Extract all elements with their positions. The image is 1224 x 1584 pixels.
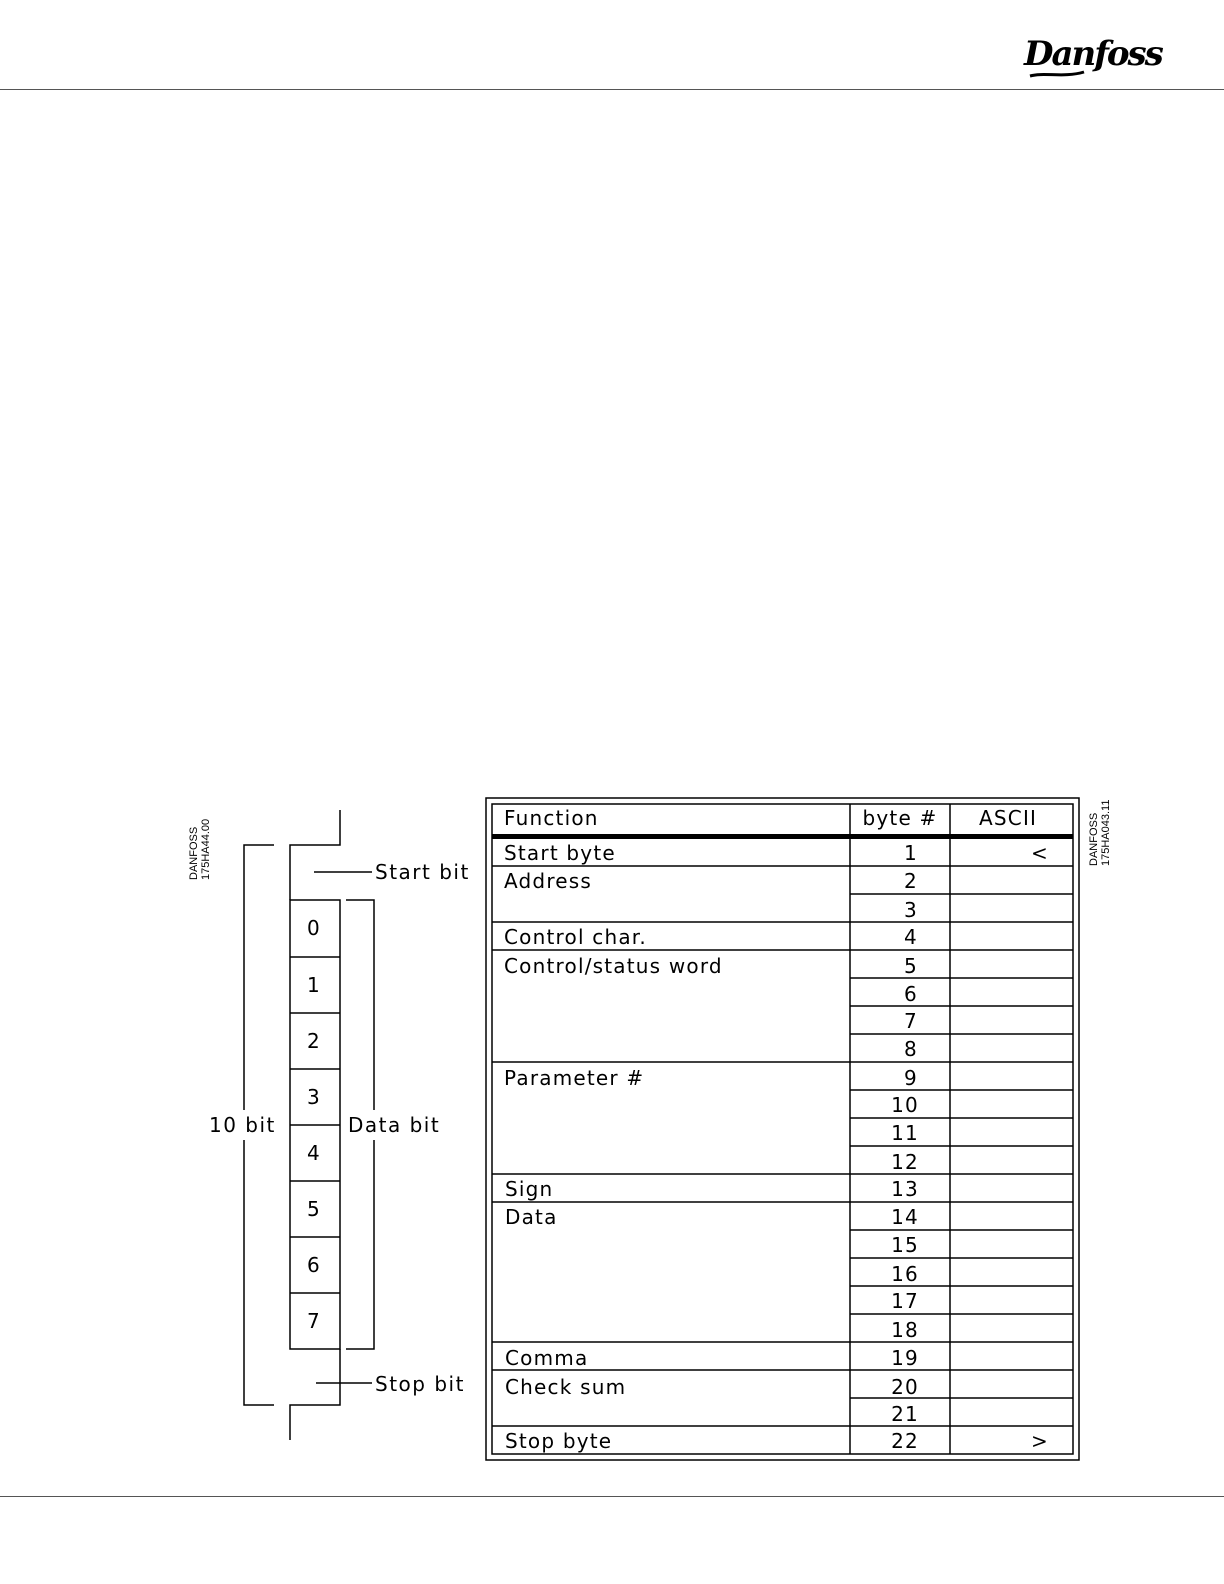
function-name: Sign xyxy=(505,1177,554,1201)
byte-number: 22 xyxy=(891,1429,919,1453)
header-ascii: ASCII xyxy=(979,806,1038,830)
byte-number: 10 xyxy=(891,1093,919,1117)
byte-number: 7 xyxy=(904,1009,918,1033)
bit-cell: 6 xyxy=(307,1253,320,1277)
logo-text: Danfoss xyxy=(1024,34,1162,74)
function-name: Stop byte xyxy=(505,1429,613,1453)
byte-number: 11 xyxy=(891,1121,919,1145)
function-name: Address xyxy=(504,869,593,893)
byte-number: 12 xyxy=(891,1150,919,1174)
data-bit-label: Data bit xyxy=(348,1113,441,1137)
byte-number: 19 xyxy=(891,1346,919,1370)
byte-number: 9 xyxy=(904,1066,918,1090)
bit-cell: 7 xyxy=(307,1309,320,1333)
function-name: Control/status word xyxy=(504,954,723,978)
bit-cell: 3 xyxy=(307,1085,320,1109)
function-name: Comma xyxy=(505,1346,589,1370)
byte-number: 4 xyxy=(904,925,918,949)
bit-cell: 1 xyxy=(307,973,320,997)
header-heavy-rule xyxy=(492,834,1073,839)
header-function: Function xyxy=(504,806,599,830)
byte-number: 15 xyxy=(891,1233,919,1257)
stop-bit-label: Stop bit xyxy=(375,1372,465,1396)
byte-number: 21 xyxy=(891,1402,919,1426)
left-drawing-code: DANFOSS 175HA44.00 xyxy=(188,818,212,880)
function-name: Parameter # xyxy=(504,1066,645,1090)
byte-number: 8 xyxy=(904,1037,918,1061)
function-name: Check sum xyxy=(505,1375,627,1399)
byte-number: 3 xyxy=(904,898,918,922)
byte-number: 16 xyxy=(891,1262,919,1286)
start-bit-label: Start bit xyxy=(375,860,470,884)
ascii-start-char: < xyxy=(1031,841,1049,865)
byte-number: 17 xyxy=(891,1289,919,1313)
byte-number: 13 xyxy=(891,1177,919,1201)
byte-number: 14 xyxy=(891,1205,919,1229)
bit-cell: 0 xyxy=(307,916,320,940)
byte-number: 5 xyxy=(904,954,918,978)
byte-number: 6 xyxy=(904,982,918,1006)
bit-cell: 5 xyxy=(307,1197,320,1221)
byte-number: 18 xyxy=(891,1318,919,1342)
byte-number: 20 xyxy=(891,1375,919,1399)
right-drawing-code: DANFOSS 175HA043.11 xyxy=(1088,799,1112,866)
byte-number: 1 xyxy=(904,841,918,865)
bit-cell: 4 xyxy=(307,1141,320,1165)
ascii-stop-char: > xyxy=(1031,1429,1049,1453)
function-name: Control char. xyxy=(504,925,647,949)
ten-bit-label: 10 bit xyxy=(209,1113,276,1137)
header-byte: byte # xyxy=(862,806,938,830)
function-name: Start byte xyxy=(504,841,616,865)
function-name: Data xyxy=(505,1205,558,1229)
bit-cell: 2 xyxy=(307,1029,320,1053)
byte-number: 2 xyxy=(904,869,918,893)
